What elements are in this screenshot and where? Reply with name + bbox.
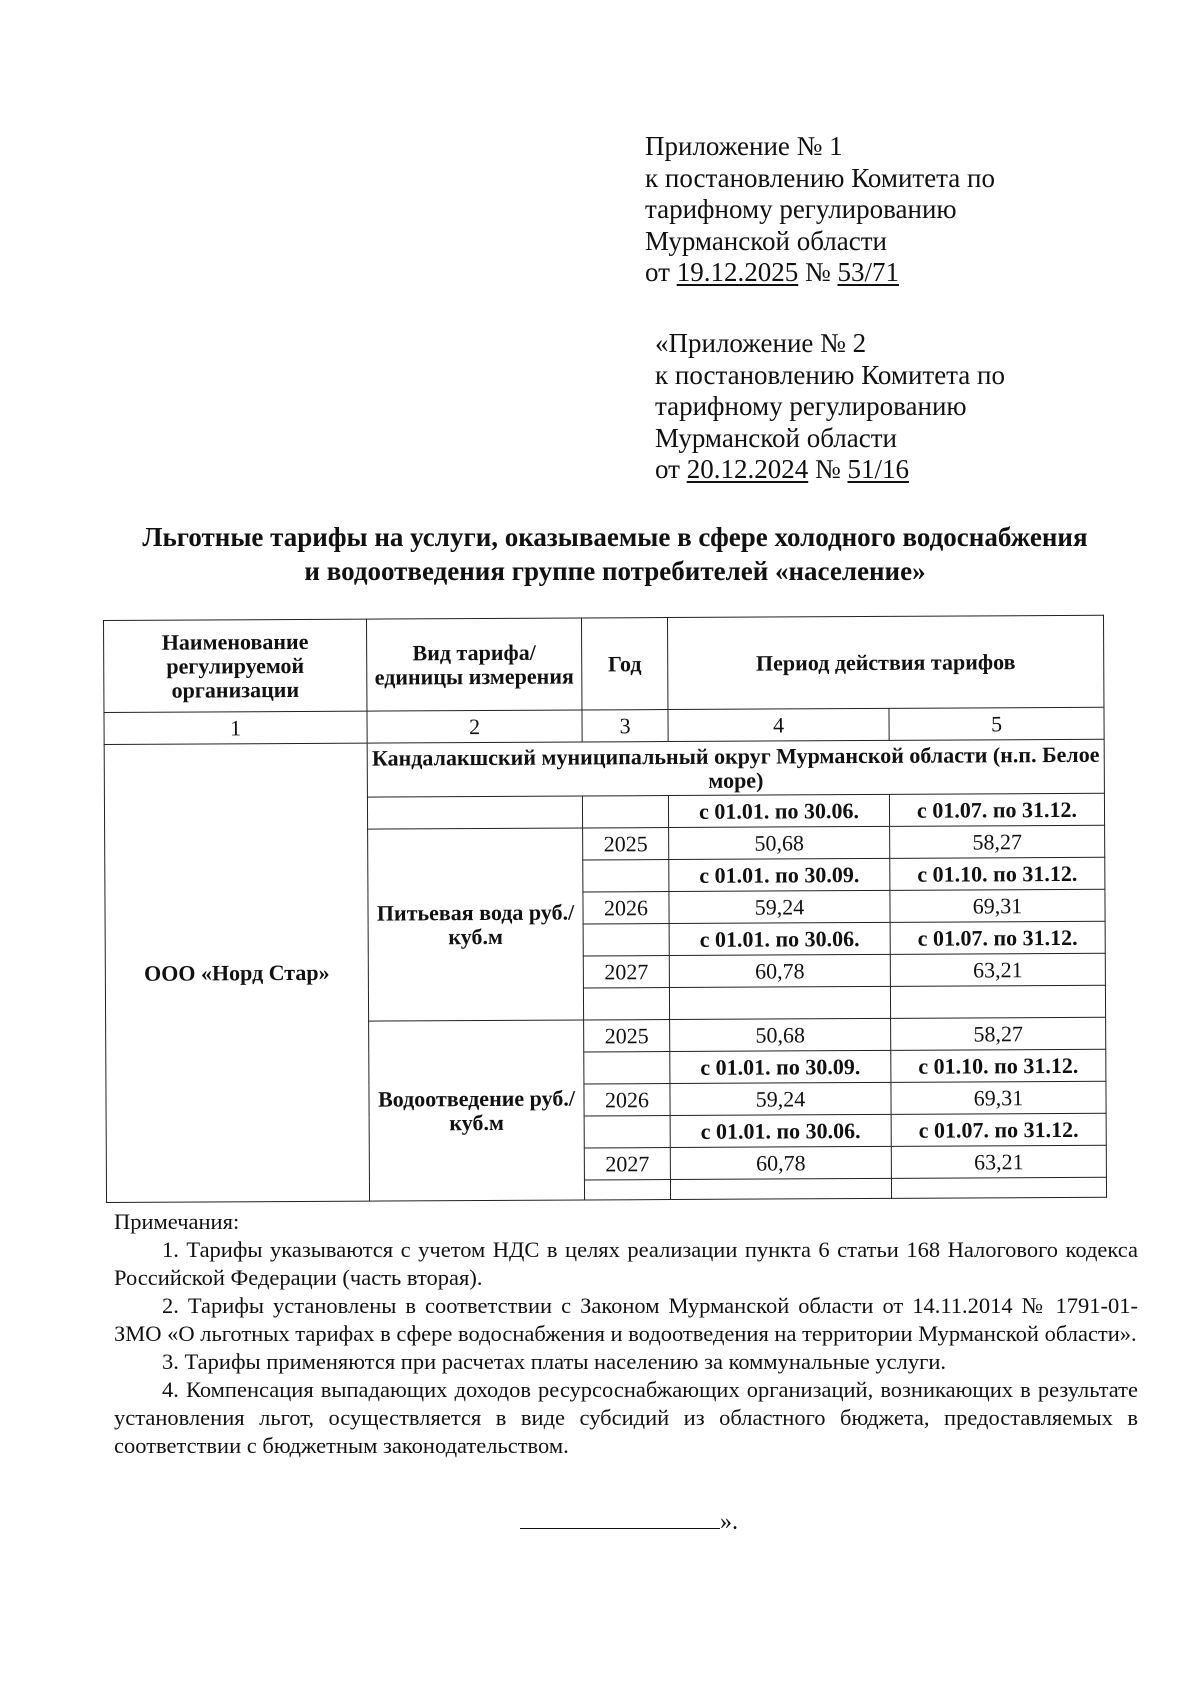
notes-heading: Примечания: [114,1209,240,1234]
appendix-1-date: 19.12.2025 [676,257,799,287]
value-cell: 58,27 [890,825,1105,858]
empty-cell [890,985,1105,1018]
empty-cell [583,988,669,1020]
value-cell: 60,78 [669,954,890,987]
value-cell: 50,68 [670,1018,891,1051]
number-sign: № [798,257,838,287]
table-row [104,739,1104,798]
value-cell: 63,21 [890,953,1105,986]
appendix-1-date-line [645,257,995,289]
organization-name: ООО «Норд Стар» [104,743,369,1202]
appendix-2-date: 20.12.2024 [686,454,809,484]
header-year: Год [581,618,667,710]
appendix-2-title: «Приложение № 2 [655,328,867,358]
number-sign: № [808,454,848,484]
appendix-2-date-line [655,454,1005,486]
empty-cell [584,1052,670,1084]
closing-line [520,1508,738,1536]
value-cell: 63,21 [891,1145,1106,1178]
period-cell: с 01.10. по 31.12. [890,857,1105,890]
appendix-2-number: 51/16 [847,454,909,484]
period-cell: с 01.07. по 31.12. [890,921,1105,954]
appendix-1-block [645,131,995,289]
empty-cell [670,1178,891,1199]
appendix-2-block [655,328,1005,486]
document-title [60,520,1170,588]
header-period: Период действия тарифов [667,615,1103,709]
value-cell: 60,78 [670,1146,891,1179]
period-cell: с 01.01. по 30.09. [670,1050,891,1083]
signature-blank [520,1508,720,1529]
appendix-2-line: тарифному регулированию [655,391,967,421]
value-cell: 69,31 [891,1081,1106,1114]
note-2: 2. Тарифы установлены в соответствии с Законом Мурманской области от 14.11.2014 № 1791-01-ЗМО «О льготных тарифах в сфере водоснабжения и водоотведения на территории Мурманской области». [114,1293,1138,1346]
note-1: 1. Тарифы указываются с учетом НДС в целях реализации пункта 6 статьи 168 Налогового кодекса Российской Федерации (часть вторая). [114,1237,1138,1290]
empty-cell [669,986,890,1019]
year-cell: 2027 [584,1148,670,1180]
column-number: 3 [582,710,668,742]
value-cell: 59,24 [669,890,890,923]
column-number-row [104,707,1104,744]
column-number: 5 [889,707,1104,740]
value-cell: 59,24 [670,1082,891,1115]
empty-cell [891,1177,1106,1198]
table-header-row [104,615,1104,712]
empty-cell [583,860,669,892]
year-cell: 2026 [584,1084,670,1116]
sewage-tariff-label: Водоотведение руб./куб.м [369,1020,585,1201]
date-prefix: от [645,257,677,287]
appendix-1-line: к постановлению Комитета по [645,162,995,193]
appendix-2-line: к постановлению Комитета по [655,359,1005,390]
empty-cell [583,924,669,956]
date-prefix: от [655,454,687,484]
period-cell: с 01.01. по 30.06. [669,922,890,955]
appendix-1-line: тарифному регулированию [645,194,957,224]
column-number: 2 [367,710,582,743]
note-4: 4. Компенсация выпадающих доходов ресурсоснабжающих организаций, возникающих в результате установления льгот, осуществляется в виде субсидий из областного бюджета, предоставляемых в соответствии с бюджетным законодательством. [114,1377,1138,1458]
title-line-1: Льготные тарифы на услуги, оказываемые в сфере холодного водоснабжения [142,522,1088,552]
notes-section [114,1208,1138,1460]
column-number: 1 [104,711,367,744]
district-name: Кандалакшский муниципальный округ Мурманской области (н.п. Белое море) [367,739,1104,797]
value-cell: 50,68 [669,826,890,859]
period-cell: с 01.07. по 31.12. [889,793,1104,826]
closing-quote: ». [720,1509,738,1535]
appendix-1-number: 53/71 [837,257,899,287]
period-cell: с 01.01. по 30.06. [670,1114,891,1147]
title-line-2: и водоотведения группе потребителей «население» [304,556,926,586]
appendix-1-line: Мурманской области [645,225,887,256]
period-cell: с 01.01. по 30.09. [669,858,890,891]
empty-cell [582,796,668,828]
value-cell: 69,31 [890,889,1105,922]
empty-cell [584,1116,670,1148]
period-cell: с 01.07. по 31.12. [891,1113,1106,1146]
year-cell: 2025 [584,1020,670,1052]
empty-cell [367,796,582,829]
appendix-1-title: Приложение № 1 [645,131,843,161]
value-cell: 58,27 [891,1017,1106,1050]
year-cell: 2026 [583,892,669,924]
note-3: 3. Тарифы применяются при расчетах платы населению за коммунальные услуги. [162,1349,946,1374]
header-type: Вид тарифа/единицы измерения [366,618,581,711]
period-cell: с 01.10. по 31.12. [891,1049,1106,1082]
year-cell: 2027 [583,956,669,988]
period-cell: с 01.01. по 30.06. [668,794,889,827]
year-cell: 2025 [583,828,669,860]
header-org: Наименование регулируемой организации [104,619,367,712]
empty-cell [584,1180,670,1200]
tariff-table [103,615,1107,1203]
water-tariff-label: Питьевая вода руб./куб.м [368,828,584,1021]
column-number: 4 [668,708,889,741]
appendix-2-line: Мурманской области [655,422,897,453]
